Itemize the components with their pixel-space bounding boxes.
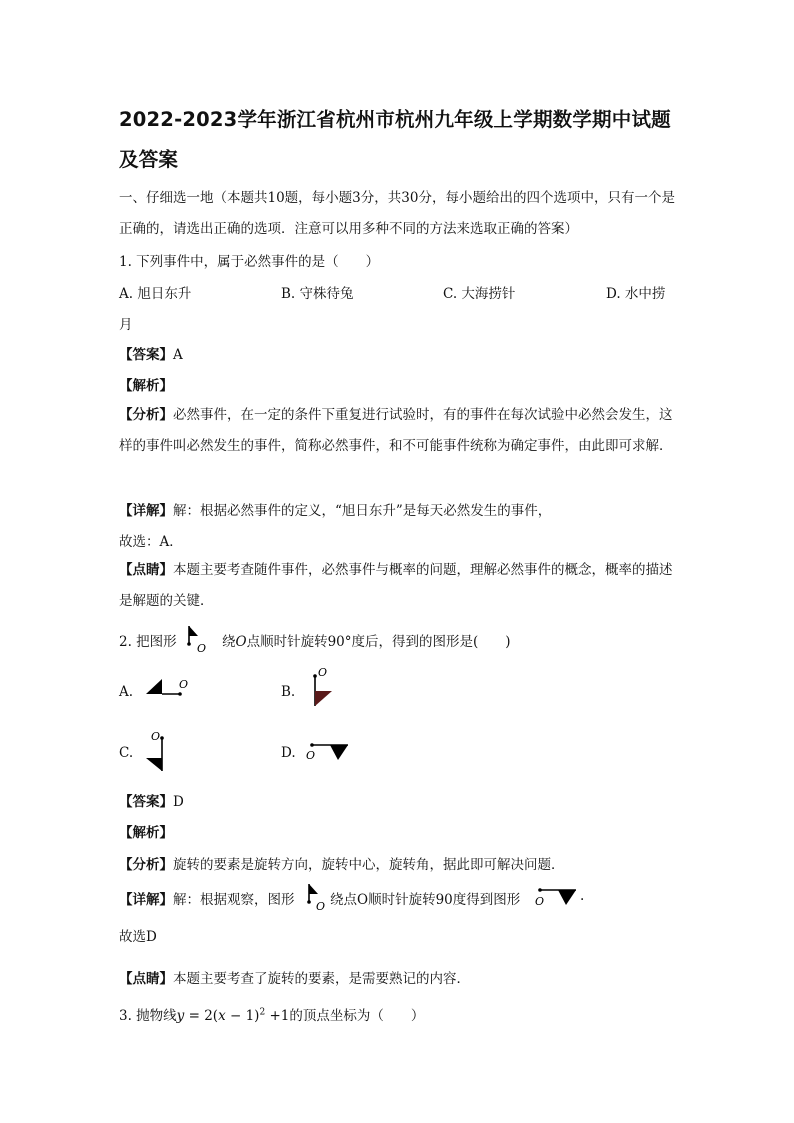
dianjing-tag: 【点睛】 (119, 971, 173, 987)
figure-label: O (306, 749, 316, 762)
figure-label: O (179, 678, 189, 691)
q2-answer (119, 790, 184, 810)
q1-answer (119, 343, 183, 363)
q1-analysis-tag: 【解析】 (119, 378, 173, 394)
q2-dianjing (119, 967, 470, 987)
answer-value: A (173, 347, 183, 363)
formula-exp: 2 (259, 1007, 266, 1018)
q2-stem-rest (222, 630, 511, 650)
q3-stem-b: 的顶点坐标为（ ） (289, 1008, 425, 1024)
q1-dianjing (119, 555, 675, 616)
answer-tag: 【答案】 (119, 794, 173, 810)
fenxi-tag: 【分析】 (119, 407, 173, 423)
rotated-figure-icon (534, 884, 585, 912)
formula-eq: = 2( (184, 1008, 219, 1024)
dianjing-text: 本题主要考查了旋转的要素，是需要熟记的内容． (173, 971, 470, 987)
q2-option-b: B. (281, 684, 296, 700)
formula-tail: +1 (265, 1008, 290, 1024)
q2-xiangjie (119, 888, 295, 908)
figure-label: O (151, 730, 161, 743)
section-heading: 一、仔细选一地（本题共10题，每小题3分，共30分，每小题给出的四个选项中，只有一个是正确的，请选出正确的选项．注意可以用多种不同的方法来选取正确的答案） (119, 190, 675, 237)
option-a-figure-icon (140, 672, 194, 700)
xiangjie-text-a: 解：根据观察，图形 (173, 892, 295, 908)
formula-x: x (218, 1008, 226, 1024)
dianjing-text: 本题主要考查随件事件，必然事件与概率的问题，理解必然事件的概念，概率的描述是解题的关键． (119, 562, 673, 609)
q1-option-b: B. 守株待兔 (281, 286, 354, 302)
q1-option-d-wrap: 月 (119, 317, 133, 333)
q2-xiangjie-c: . (580, 888, 585, 904)
q1-option-d: D. 水中捞 (606, 286, 666, 302)
q1-option-c: C. 大海捞针 (443, 286, 516, 302)
q2-stem-b: 绕 (222, 634, 236, 650)
flag-figure-icon (305, 882, 329, 912)
figure-label: O (535, 895, 545, 908)
q2-stem-a: 2. 把图形 (119, 634, 177, 650)
formula-rest: − 1) (225, 1008, 260, 1024)
q2-stem-c: 点顺时针旋转90°度后，得到的图形是( ) (246, 634, 511, 650)
figure-label: O (197, 642, 207, 654)
option-c-figure-icon (143, 728, 179, 774)
dianjing-tag: 【点睛】 (119, 562, 173, 578)
figure-label: O (316, 900, 326, 912)
xiangjie-text: 解：根据必然事件的定义，“旭日东升”是每天必然发生的事件， (173, 503, 552, 519)
q2-option-a: A. (119, 684, 134, 700)
fenxi-tag: 【分析】 (119, 857, 173, 873)
q1-guxuan: 故选：A． (119, 534, 183, 550)
q2-fenxi (119, 853, 565, 873)
q1-stem: 1. 下列事件中，属于必然事件的是（ ） (119, 254, 380, 270)
page-title: 2022-2023学年浙江省杭州市杭州九年级上学期数学期中试题及答案 (119, 108, 671, 171)
flag-figure-icon (185, 624, 211, 654)
xiangjie-tag: 【详解】 (119, 503, 173, 519)
answer-tag: 【答案】 (119, 347, 173, 363)
q2-xiangjie-b: 绕点O顺时针旋转90度得到图形 (330, 892, 521, 908)
fenxi-text: 旋转的要素是旋转方向，旋转中心，旋转角，据此即可解决问题． (173, 857, 565, 873)
option-b-figure-icon (306, 664, 342, 710)
option-d-figure-icon (304, 738, 354, 768)
q2-option-c: C. (119, 745, 134, 761)
q2-option-d: D. (281, 745, 296, 761)
q2-guxuan: 故选D (119, 929, 157, 945)
figure-label: O (318, 666, 328, 679)
answer-value: D (173, 794, 184, 810)
q2-analysis-tag: 【解析】 (119, 825, 173, 841)
fenxi-text: 必然事件，在一定的条件下重复进行试验时，有的事件在每次试验中必然会发生，这样的事件叫必然发生的事件，简称必然事件，和不可能事件统称为确定事件，由此即可求解． (119, 407, 673, 454)
q3-stem-a: 3. 抛物线 (119, 1008, 177, 1024)
q2-stem-o: O (235, 634, 247, 650)
q1-xiangjie (119, 499, 551, 519)
q1-fenxi (119, 400, 675, 461)
q3-stem (119, 1004, 424, 1024)
xiangjie-tag: 【详解】 (119, 892, 173, 908)
formula-y: y (176, 1008, 185, 1024)
q1-option-a: A. 旭日东升 (119, 286, 192, 302)
